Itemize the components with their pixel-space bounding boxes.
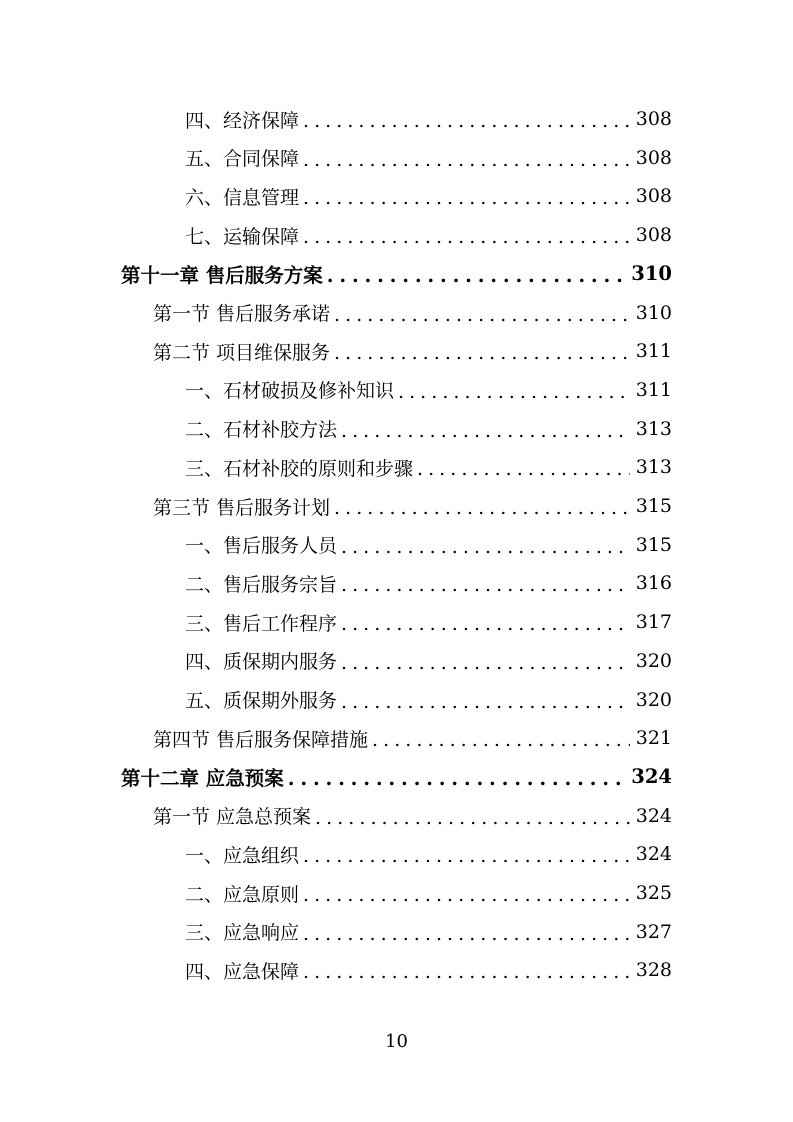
toc-entry-title: 第二节 项目维保服务	[153, 341, 331, 364]
toc-entry[interactable]	[185, 448, 672, 486]
toc-entry[interactable]	[185, 371, 672, 409]
toc-dot-leader	[327, 264, 625, 287]
toc-dot-leader	[288, 767, 625, 790]
toc-dot-leader	[398, 381, 630, 403]
toc-dot-leader	[334, 497, 630, 519]
toc-entry[interactable]	[185, 874, 672, 912]
toc-entry-title: 二、石材补胶方法	[185, 419, 338, 442]
toc-entry-page: 308	[635, 146, 672, 169]
toc-entry-title: 三、石材补胶的原则和步骤	[185, 457, 414, 480]
toc-dot-leader	[417, 458, 630, 480]
toc-entry-page: 308	[635, 224, 672, 247]
toc-entry-title: 第一节 应急总预案	[153, 806, 312, 829]
toc-entry[interactable]	[153, 332, 672, 370]
toc-entry-page: 310	[631, 262, 672, 286]
toc-entry-page: 325	[635, 882, 672, 904]
toc-entry-title: 四、质保期内服务	[185, 651, 338, 674]
toc-entry-page: 320	[635, 649, 672, 672]
toc-entry-page: 324	[631, 765, 672, 789]
page-number: 10	[385, 1031, 408, 1052]
toc-entry[interactable]	[185, 564, 672, 602]
toc-entry-title: 第一节 售后服务承诺	[153, 303, 331, 325]
toc-entry-title: 四、经济保障	[185, 109, 300, 132]
toc-entry-page: 311	[635, 340, 672, 363]
toc-entry-title: 一、应急组织	[185, 844, 300, 867]
toc-entry[interactable]	[185, 642, 672, 680]
toc-dot-leader	[341, 691, 630, 713]
toc-entry-page: 328	[635, 959, 672, 982]
toc-entry[interactable]	[185, 526, 672, 564]
toc-entry-page: 315	[635, 495, 672, 517]
toc-entry-page: 324	[635, 804, 672, 827]
toc-entry-page: 313	[635, 456, 672, 479]
toc-entry-title: 第十二章 应急预案	[121, 766, 284, 790]
toc-dot-leader	[303, 845, 630, 867]
toc-entry-page: 310	[635, 301, 672, 324]
toc-dot-leader	[303, 884, 630, 906]
toc-entry-title: 三、应急响应	[185, 922, 300, 945]
toc-entry-title: 一、售后服务人员	[185, 535, 338, 558]
toc-entry-page: 321	[635, 727, 672, 750]
toc-entry-title: 第三节 售后服务计划	[153, 496, 331, 519]
toc-dot-leader	[303, 226, 630, 248]
toc-entry-title: 五、合同保障	[185, 148, 300, 171]
toc-dot-leader	[341, 613, 630, 635]
toc-dot-leader	[341, 574, 630, 596]
toc-entry[interactable]	[153, 294, 672, 332]
toc-dot-leader	[303, 110, 630, 132]
toc-entry[interactable]	[153, 797, 672, 835]
toc-entry-title: 二、售后服务宗旨	[185, 573, 338, 596]
toc-chapter-entry[interactable]	[121, 758, 672, 796]
toc-entry-title: 七、运输保障	[185, 225, 300, 248]
toc-dot-leader	[303, 961, 630, 983]
toc-entry-title: 一、石材破损及修补知识	[185, 380, 395, 403]
toc-entry-page: 327	[635, 920, 672, 943]
toc-dot-leader	[303, 187, 630, 209]
toc-entry-page: 320	[635, 688, 672, 711]
toc-dot-leader	[334, 342, 630, 364]
toc-entry[interactable]	[185, 177, 672, 215]
toc-entry-title: 第十一章 售后服务方案	[121, 263, 323, 287]
toc-entry-title: 二、应急原则	[185, 883, 300, 906]
toc-dot-leader	[315, 807, 630, 829]
toc-entry[interactable]	[185, 835, 672, 873]
toc-entry-page: 315	[635, 533, 672, 556]
toc-entry[interactable]	[185, 603, 672, 641]
toc-dot-leader	[372, 729, 630, 751]
toc-entry[interactable]	[185, 410, 672, 448]
toc-entry-page: 324	[635, 843, 672, 866]
toc-entry[interactable]	[185, 100, 672, 138]
toc-entry[interactable]	[185, 139, 672, 177]
toc-entry[interactable]	[185, 216, 672, 254]
toc-entry[interactable]	[153, 487, 672, 525]
toc-entry-page: 311	[635, 378, 672, 401]
toc-entry-title: 五、质保期外服务	[185, 690, 338, 712]
toc-entry-page: 308	[635, 185, 672, 208]
toc-dot-leader	[341, 652, 630, 674]
toc-entry-title: 三、售后工作程序	[185, 612, 338, 635]
toc-entry-page: 308	[635, 108, 672, 130]
toc-dot-leader	[334, 304, 630, 326]
toc-dot-leader	[303, 923, 630, 945]
toc-chapter-entry[interactable]	[121, 255, 672, 293]
toc-entry[interactable]	[185, 681, 672, 719]
toc-entry-page: 313	[635, 417, 672, 440]
toc-entry[interactable]	[153, 719, 672, 757]
toc-entry-page: 316	[635, 572, 672, 595]
toc-dot-leader	[303, 149, 630, 171]
toc-entry[interactable]	[185, 913, 672, 951]
toc-entry-title: 四、应急保障	[185, 960, 300, 983]
toc-entry-title: 第四节 售后服务保障措施	[153, 728, 369, 751]
toc-entry[interactable]	[185, 951, 672, 989]
toc-entry-page: 317	[635, 611, 672, 634]
toc-entry-title: 六、信息管理	[185, 186, 300, 209]
toc-dot-leader	[341, 420, 630, 442]
toc-dot-leader	[341, 536, 630, 558]
